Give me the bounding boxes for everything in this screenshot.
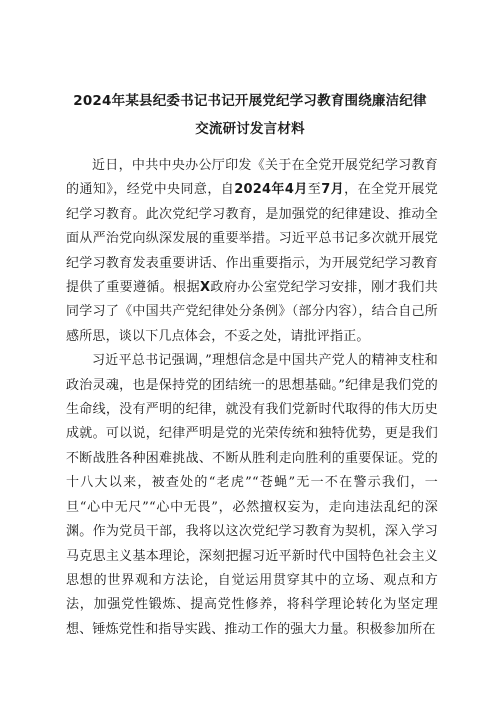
date-start: 2024年4月 — [234, 182, 308, 198]
paragraph-1-part-c: ，在全党开展党纪学习教育。此次党纪学习教育，是加强党的纪律建设、推动全面从严治党向纵深发展的重要举措。习近平总书记多次就开展党纪学习教育发表重要讲话、作出重要指示，为开展党纪学习教育提供了重要遵循。根据 — [66, 182, 438, 296]
paragraph-1 — [66, 154, 438, 349]
date-end: 7月 — [321, 182, 345, 198]
placeholder-x: X — [199, 280, 211, 296]
paragraph-1-part-b: 至 — [307, 182, 322, 198]
paragraph-1-part-a: 近日，中共中央办公厅印发《关于在全党开展党纪学习教育的通知》，经党中央同意，自 — [66, 158, 438, 198]
document-body — [66, 154, 438, 642]
paragraph-1-part-d: 政府办公室党纪学习安排，刚才我们共同学习了《中国共产党纪律处分条例》（部分内容），结合自己所感所思，谈以下几点体会，不妥之处，请批评指正。 — [66, 280, 438, 344]
document-title-line1: 2024年某县纪委书记书记开展党纪学习教育围绕廉洁纪律 — [73, 93, 427, 109]
document-title-line2: 交流研讨发言材料 — [195, 121, 305, 137]
paragraph-2: 习近平总书记强调，”理想信念是中国共产党人的精神支柱和政治灵魂，也是保持党的团结统一的思想基础。”纪律是我们党的生命线，没有严明的纪律，就没有我们党新时代取得的伟大历史成就。可以说，纪律严明是党的光荣传统和独特优势，更是我们不断战胜各种困难挑战、不断从胜利走向胜利的重要保证。党的十八大以来，被查处的“老虎”“苍蝇”无一不在警示我们，一旦“心中无尺”“心中无畏”，必然擅权妄为，走向违法乱纪的深渊。作为党员干部，我将以这次党纪学习教育为契机，深入学习马克思主义基本理论，深刻把握习近平新时代中国特色社会主义思想的世界观和方法论，自觉运用贯穿其中的立场、观点和方法，加强党性锻炼、提高党性修养，将科学理论转化为坚定理想、锤炼党性和指导实践、推动工作的强大力量。积极参加所在 — [66, 353, 438, 637]
